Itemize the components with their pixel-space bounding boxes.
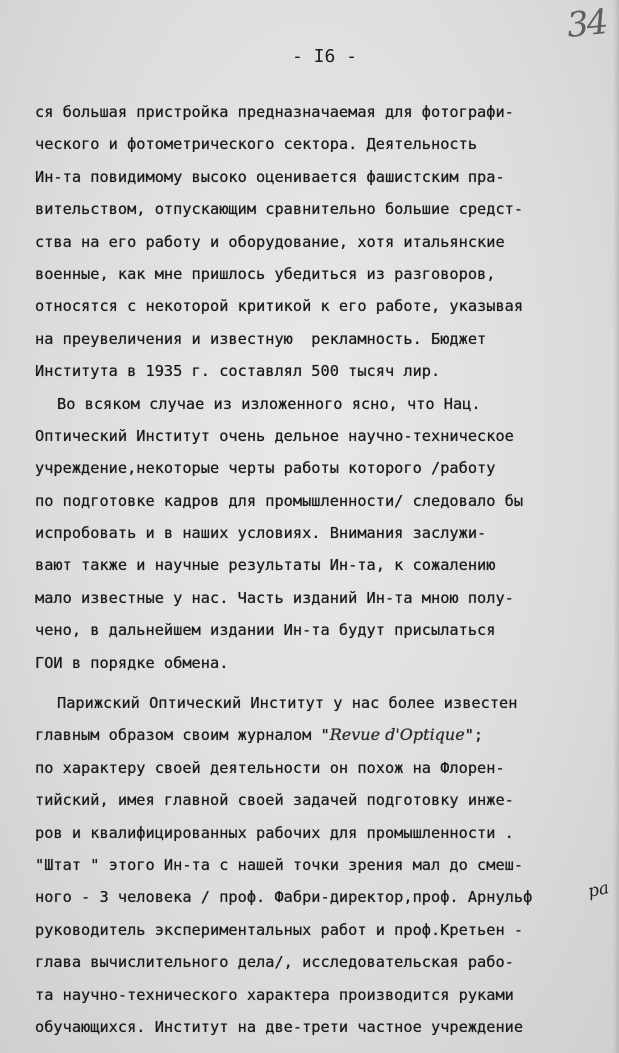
- text-line: ГОИ в порядке обмена.: [35, 653, 229, 672]
- page-number: - I6 -: [291, 46, 358, 67]
- text-line: [35, 719, 600, 751]
- text-line: относятся с некоторой критикой к его работе, указывая: [35, 297, 524, 316]
- text-line: "Штат " этого Ин-та с нашей точки зрения мал до смеш-: [35, 855, 524, 874]
- text-line: на преувеличения и известную рекламность. Бюджет: [35, 329, 487, 348]
- text-line: Оптический Институт очень дельное научно-техническое: [35, 426, 514, 445]
- typed-text-body: [35, 96, 600, 1043]
- text-line: Во всяком случае из изложенного ясно, что Нац.: [57, 394, 481, 413]
- text-line: мало известные у нас. Часть изданий Ин-та мною полу-: [35, 588, 514, 607]
- text-line: тийский, имея главной своей задачей подготовку инже-: [35, 791, 514, 810]
- text-line: военные, как мне пришлось убедиться из разговоров,: [35, 264, 496, 283]
- text-line: испробовать и в наших условиях. Внимания заслужи-: [35, 524, 487, 543]
- text-line: глава вычислительного дела/, исследовательская рабо-: [35, 953, 514, 972]
- text-line: Парижский Оптический Институт у нас более известен: [57, 694, 518, 713]
- text-line: руководитель экспериментальных работ и проф.Кретьен -: [35, 920, 524, 939]
- text-line: Ин-та повидимому высоко оценивается фашистским пра-: [35, 167, 505, 186]
- text-line: Института в 1935 г. составлял 500 тысяч лир.: [35, 362, 441, 381]
- text-line: ства на его работу и оборудование, хотя итальянские: [35, 232, 505, 251]
- text-line: по характеру своей деятельности он похож на Флорен-: [35, 758, 505, 777]
- margin-handwritten-note: ра: [586, 878, 611, 902]
- page-edge-shadow: [613, 0, 619, 1053]
- text-line: ного - 3 человека / проф. Фабри-директор,проф. Арнульф: [35, 888, 533, 907]
- text-line: ров и квалифицированных рабочих для промышленности .: [35, 823, 514, 842]
- text-line-start: главным образом своим журналом ": [35, 726, 330, 745]
- text-line: ся большая пристройка предназначаемая для фотографи-: [35, 103, 514, 121]
- text-line: вают также и научные результаты Ин-та, к сожалению: [35, 556, 496, 575]
- text-line-end: ";: [464, 726, 484, 745]
- text-line: ческого и фотометрического сектора. Деятельность: [35, 135, 478, 154]
- text-line: чено, в дальнейшем издании Ин-та будут присылаться: [35, 621, 496, 640]
- text-line: вительством, отпускающим сравнительно большие средст-: [35, 200, 524, 219]
- text-line: по подготовке кадров для промышленности/ следовало бы: [35, 491, 524, 510]
- text-line: обучающихся. Институт на две-трети частное учреждение: [35, 1017, 524, 1036]
- archive-page-number: 34: [565, 2, 609, 46]
- text-line: та научно-технического характера производится руками: [35, 985, 514, 1004]
- text-line: учреждение,некоторые черты работы которого /работу: [35, 459, 496, 478]
- journal-name-handwritten: Revue d'Optique: [329, 725, 465, 745]
